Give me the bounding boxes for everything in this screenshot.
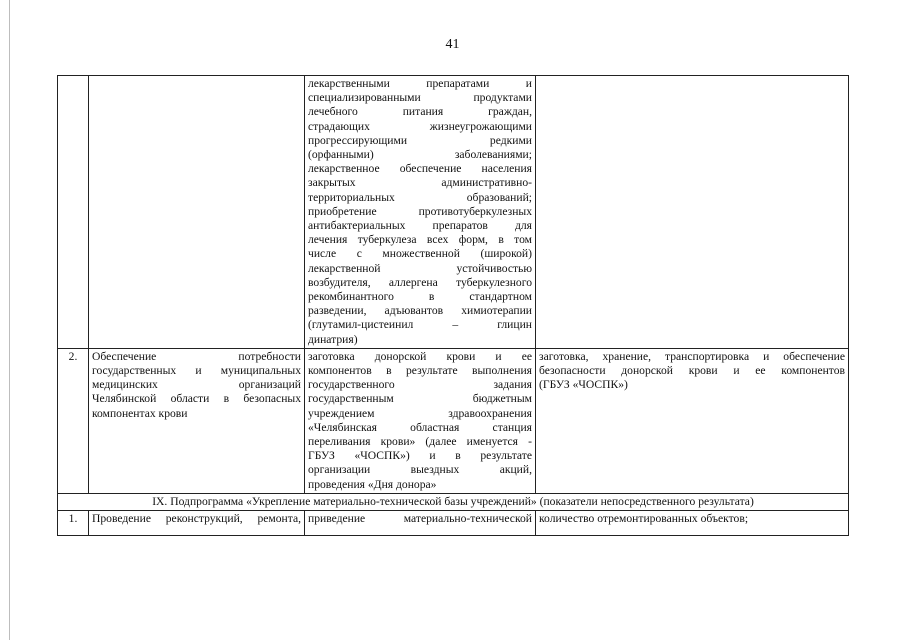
text-line: организации выездных акций, (308, 463, 532, 477)
text-line: приведение материально-технической (308, 512, 532, 526)
table-row (58, 511, 849, 536)
indicator-cell: количество отремонтированных объектов; (536, 511, 849, 536)
page-edge-line (9, 0, 10, 640)
text-line: (ГБУЗ «ЧОСПК») (539, 378, 628, 392)
text-line: заготовка донорской крови и ее (308, 349, 532, 363)
page-number: 41 (445, 37, 460, 52)
text-line: территориальных образований; (308, 190, 532, 204)
text-line: прогрессирующими редкими (308, 133, 532, 147)
text-line: Обеспечение потребности (92, 349, 301, 363)
row-number-cell: 2. (58, 348, 89, 493)
section-heading: IX. Подпрограмма «Укрепление материально-технической базы учреждений» (показатели непосредственного результата) (58, 493, 849, 510)
program-table (57, 75, 849, 536)
text-line: «Челябинская областная станция (308, 420, 532, 434)
text-line: компонентов в результате выполнения (308, 364, 532, 378)
text-line: заготовка, хранение, транспортировка и обеспечение (539, 349, 845, 363)
text-line: лекарственными препаратами и (308, 77, 532, 90)
text-line: возбудителя, аллергена туберкулезного (308, 275, 532, 289)
text-line: ГБУЗ «ЧОСПК») и в результате (308, 449, 532, 463)
text-line: медицинских организаций (92, 378, 301, 392)
indicator-cell (536, 348, 849, 493)
text-line: числе с множественной (широкой) (308, 247, 532, 261)
text-line: лечебного питания граждан, (308, 105, 532, 119)
text-line: страдающих жизнеугрожающими (308, 119, 532, 133)
event-description-cell (305, 76, 536, 349)
event-name-cell (89, 511, 305, 536)
text-line: разведении, адъювантов химиотерапии (308, 304, 532, 318)
text-line: государственным бюджетным (308, 392, 532, 406)
text-line: антибактериальных препаратов для (308, 219, 532, 233)
text-line: Челябинской области в безопасных (92, 392, 301, 406)
text-line: специализированными продуктами (308, 91, 532, 105)
table-row (58, 76, 849, 349)
text-line: (орфанными) заболеваниями; (308, 148, 532, 162)
event-description-cell (305, 348, 536, 493)
text-line: рекомбинантного в стандартном (308, 290, 532, 304)
row-number-cell (58, 76, 89, 349)
event-description-cell (305, 511, 536, 536)
indicator-cell (536, 76, 849, 349)
table-row (58, 348, 849, 493)
text-line: проведения «Дня донора» (308, 477, 437, 491)
event-name-cell (89, 348, 305, 493)
text-line: динатрия) (308, 332, 358, 346)
text-line: Проведение реконструкций, ремонта, (92, 512, 301, 526)
text-line: лекарственной устойчивостью (308, 261, 532, 275)
text-line: закрытых административно- (308, 176, 532, 190)
event-name-cell (89, 76, 305, 349)
text-line: государственного задания (308, 378, 532, 392)
text-line: переливания крови» (далее именуется - (308, 435, 532, 449)
text-line: компонентах крови (92, 406, 188, 420)
text-line: лекарственное обеспечение населения (308, 162, 532, 176)
text-line: приобретение противотуберкулезных (308, 204, 532, 218)
text-line: учреждением здравоохранения (308, 406, 532, 420)
text-line: (глутамил-цистеинил – глицин (308, 318, 532, 332)
text-line: государственных и муниципальных (92, 364, 301, 378)
section-heading-row (58, 493, 849, 510)
text-line: безопасности донорской крови и ее компонентов (539, 364, 845, 378)
text-line: лечения туберкулеза всех форм, в том (308, 233, 532, 247)
row-number-cell: 1. (58, 511, 89, 536)
